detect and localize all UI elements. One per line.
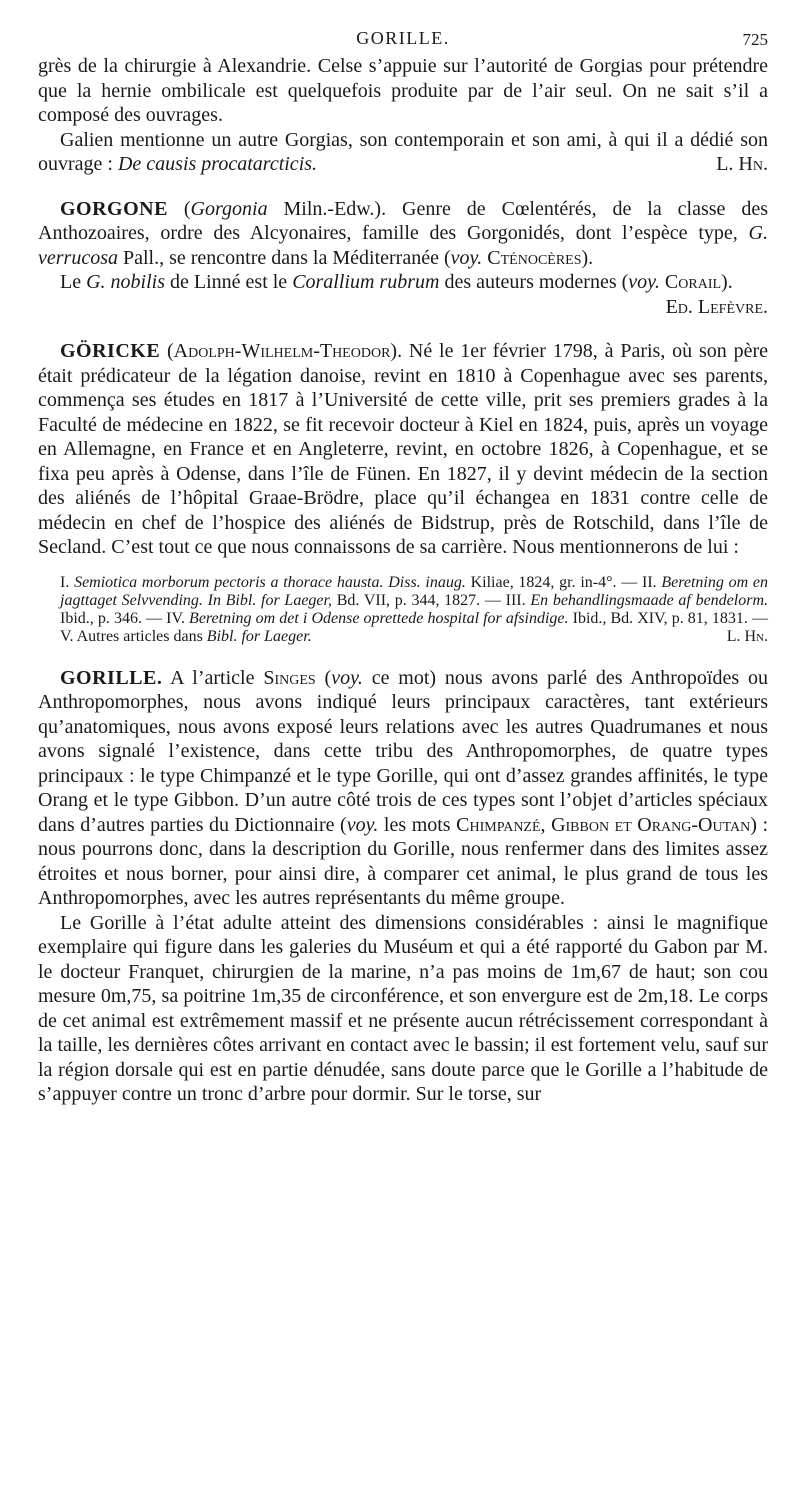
author-signature: L. Hn. bbox=[716, 153, 768, 175]
bibliography bbox=[38, 574, 768, 646]
paragraph: GÖRICKE (Adolph-Wilhelm-Theodor). Né le 1er février 1798, à Paris, où son père était prédicateur de la légation danoise, revint en 1810 à Copenhague avec ses parents, commença ses études en 1817 à l’Université de cette ville, prit ses premiers grades à la Faculté de médecine en 1822, se fit recevoir docteur à Kiel en 1824, puis, après un voyage en Allemagne, en France et en Angleterre, revint, en octobre 1826, à Copenhague, et se fixa peu après à Odense, dans l’île de Fünen. En 1827, il y devint médecin de la section des aliénés de l’hôpital Graae-Brödre, place qu’il échangea en 1831 contre celle de médecin en chef de l’hospice des aliénés de Bidstrup, près de Rotschild, dans l’île de Secland. C’est tout ce que nous connaissons de sa carrière. Nous mentionnerons de lui : bbox=[38, 340, 769, 558]
cross-reference: Singes bbox=[263, 666, 316, 689]
bibliography-list: I. Semiotica morborum pectoris a thorace hausta. Diss. inaug. Kiliae, 1824, gr. in-4°. — II. Beretning om en jagttaget Selvvending. In Bibl. for Laeger, Bd. VII, p. 344, 1827. — III. En behandlingsmaade af bendelorm. Ibid., p. 346. — IV. Beretning om det i Odense oprettede hospital for afsindige. Ibid., Bd. XIV, p. 81, 1831. — V. Autres articles dans Bibl. for Laeger. L. Hn. bbox=[60, 573, 769, 645]
article-gorgias-continuation bbox=[38, 54, 768, 177]
headword: GORGONE bbox=[60, 197, 168, 220]
cross-reference: Chimpanzé, Gibbon et Orang-Outan bbox=[456, 813, 751, 836]
article-goricke bbox=[38, 339, 768, 646]
author-signature: L. Hn. bbox=[726, 627, 768, 645]
article-gorgone bbox=[38, 197, 768, 320]
headword: GÖRICKE bbox=[60, 340, 161, 362]
headword: GORILLE. bbox=[60, 666, 163, 689]
work-title: De causis procatarcticis. bbox=[117, 153, 318, 175]
page-number: 725 bbox=[742, 30, 768, 49]
dictionary-page bbox=[38, 28, 768, 1107]
author-signature: Ed. Lefèvre. bbox=[665, 295, 768, 318]
cross-reference: Corail bbox=[659, 271, 722, 293]
paragraph: GORILLE. A l’article Singes (voy. ce mot) nous avons parlé des Anthropoïdes ou Anthropomorphes, nous avons indiqué leurs principaux caractères, tant extérieurs qu’anatomiques, nous avons exposé leurs relations avec les autres Quadrumanes et nous avons signalé l’existence, dans cette tribu des Anthropomorphes, de quatre types principaux : le type Chimpanzé et le type Gorille, qui ont d’assez grandes affinités, le type Orang et le type Gibbon. D’un autre côté trois de ces types sont l’objet d’articles spéciaux dans d’autres parties du Dictionnaire (voy. les mots Chimpanzé, Gibbon et Orang-Outan) : nous pourrons donc, dans la description du Gorille, nous renfermer dans des limites assez étroites et nous borner, pour ainsi dire, à comparer cet animal, le plus grand de tous les Anthropomorphes, avec les autres représentants du même groupe. bbox=[38, 666, 769, 909]
page-header bbox=[38, 28, 768, 54]
paragraph: Le G. nobilis de Linné est le Corallium rubrum des auteurs modernes (voy. Corail). Ed. Lefèvre. bbox=[60, 271, 768, 318]
paragraph: grès de la chirurgie à Alexandrie. Celse s’appuie sur l’autorité de Gorgias pour prétendre que la hernie ombilicale est quelquefois produite par de l’air seul. On ne sait s’il a composé des ouvrages. bbox=[38, 55, 768, 126]
article-gorille bbox=[38, 666, 768, 1107]
paragraph: GORGONE (Gorgonia Miln.-Edw.). Genre de Cœlentérés, de la classe des Anthozoaires, ordre des Alcyonaires, famille des Gorgonidés, dont l’espèce type, G. verrucosa Pall., se rencontre dans la Méditerranée (voy. Cténocères). bbox=[38, 197, 768, 269]
running-head: GORILLE. bbox=[356, 28, 450, 48]
person-names: (Adolph-Wilhelm-Theodor). bbox=[160, 340, 403, 362]
paragraph: Galien mentionne un autre Gorgias, son contemporain et son ami, à qui il a dédié son ouvrage : De causis procatarcticis. L. Hn. bbox=[38, 128, 768, 175]
cross-reference: Cténocères bbox=[482, 246, 582, 269]
paragraph: Le Gorille à l’état adulte atteint des dimensions considérables : ainsi le magnifique exemplaire qui figure dans les galeries du Muséum et qui a été rapporté du Gabon par M. le docteur Franquet, chirurgien de la marine, n’a pas moins de 1m,67 de haut; son cou mesure 0m,75, sa poitrine 1m,35 de circonférence, et son envergure est de 2m,18. Le corps de cet animal est extrêmement massif et ne présente aucun rétrécissement correspondant à la taille, les dernières côtes arrivant en contact avec le bassin; il est fortement velu, sauf sur la région dorsale qui est en partie dénudée, sans doute parce que le Gorille a l’habitude de s’appuyer contre un tronc d’arbre pour dormir. Sur le torse, sur bbox=[38, 911, 768, 1105]
